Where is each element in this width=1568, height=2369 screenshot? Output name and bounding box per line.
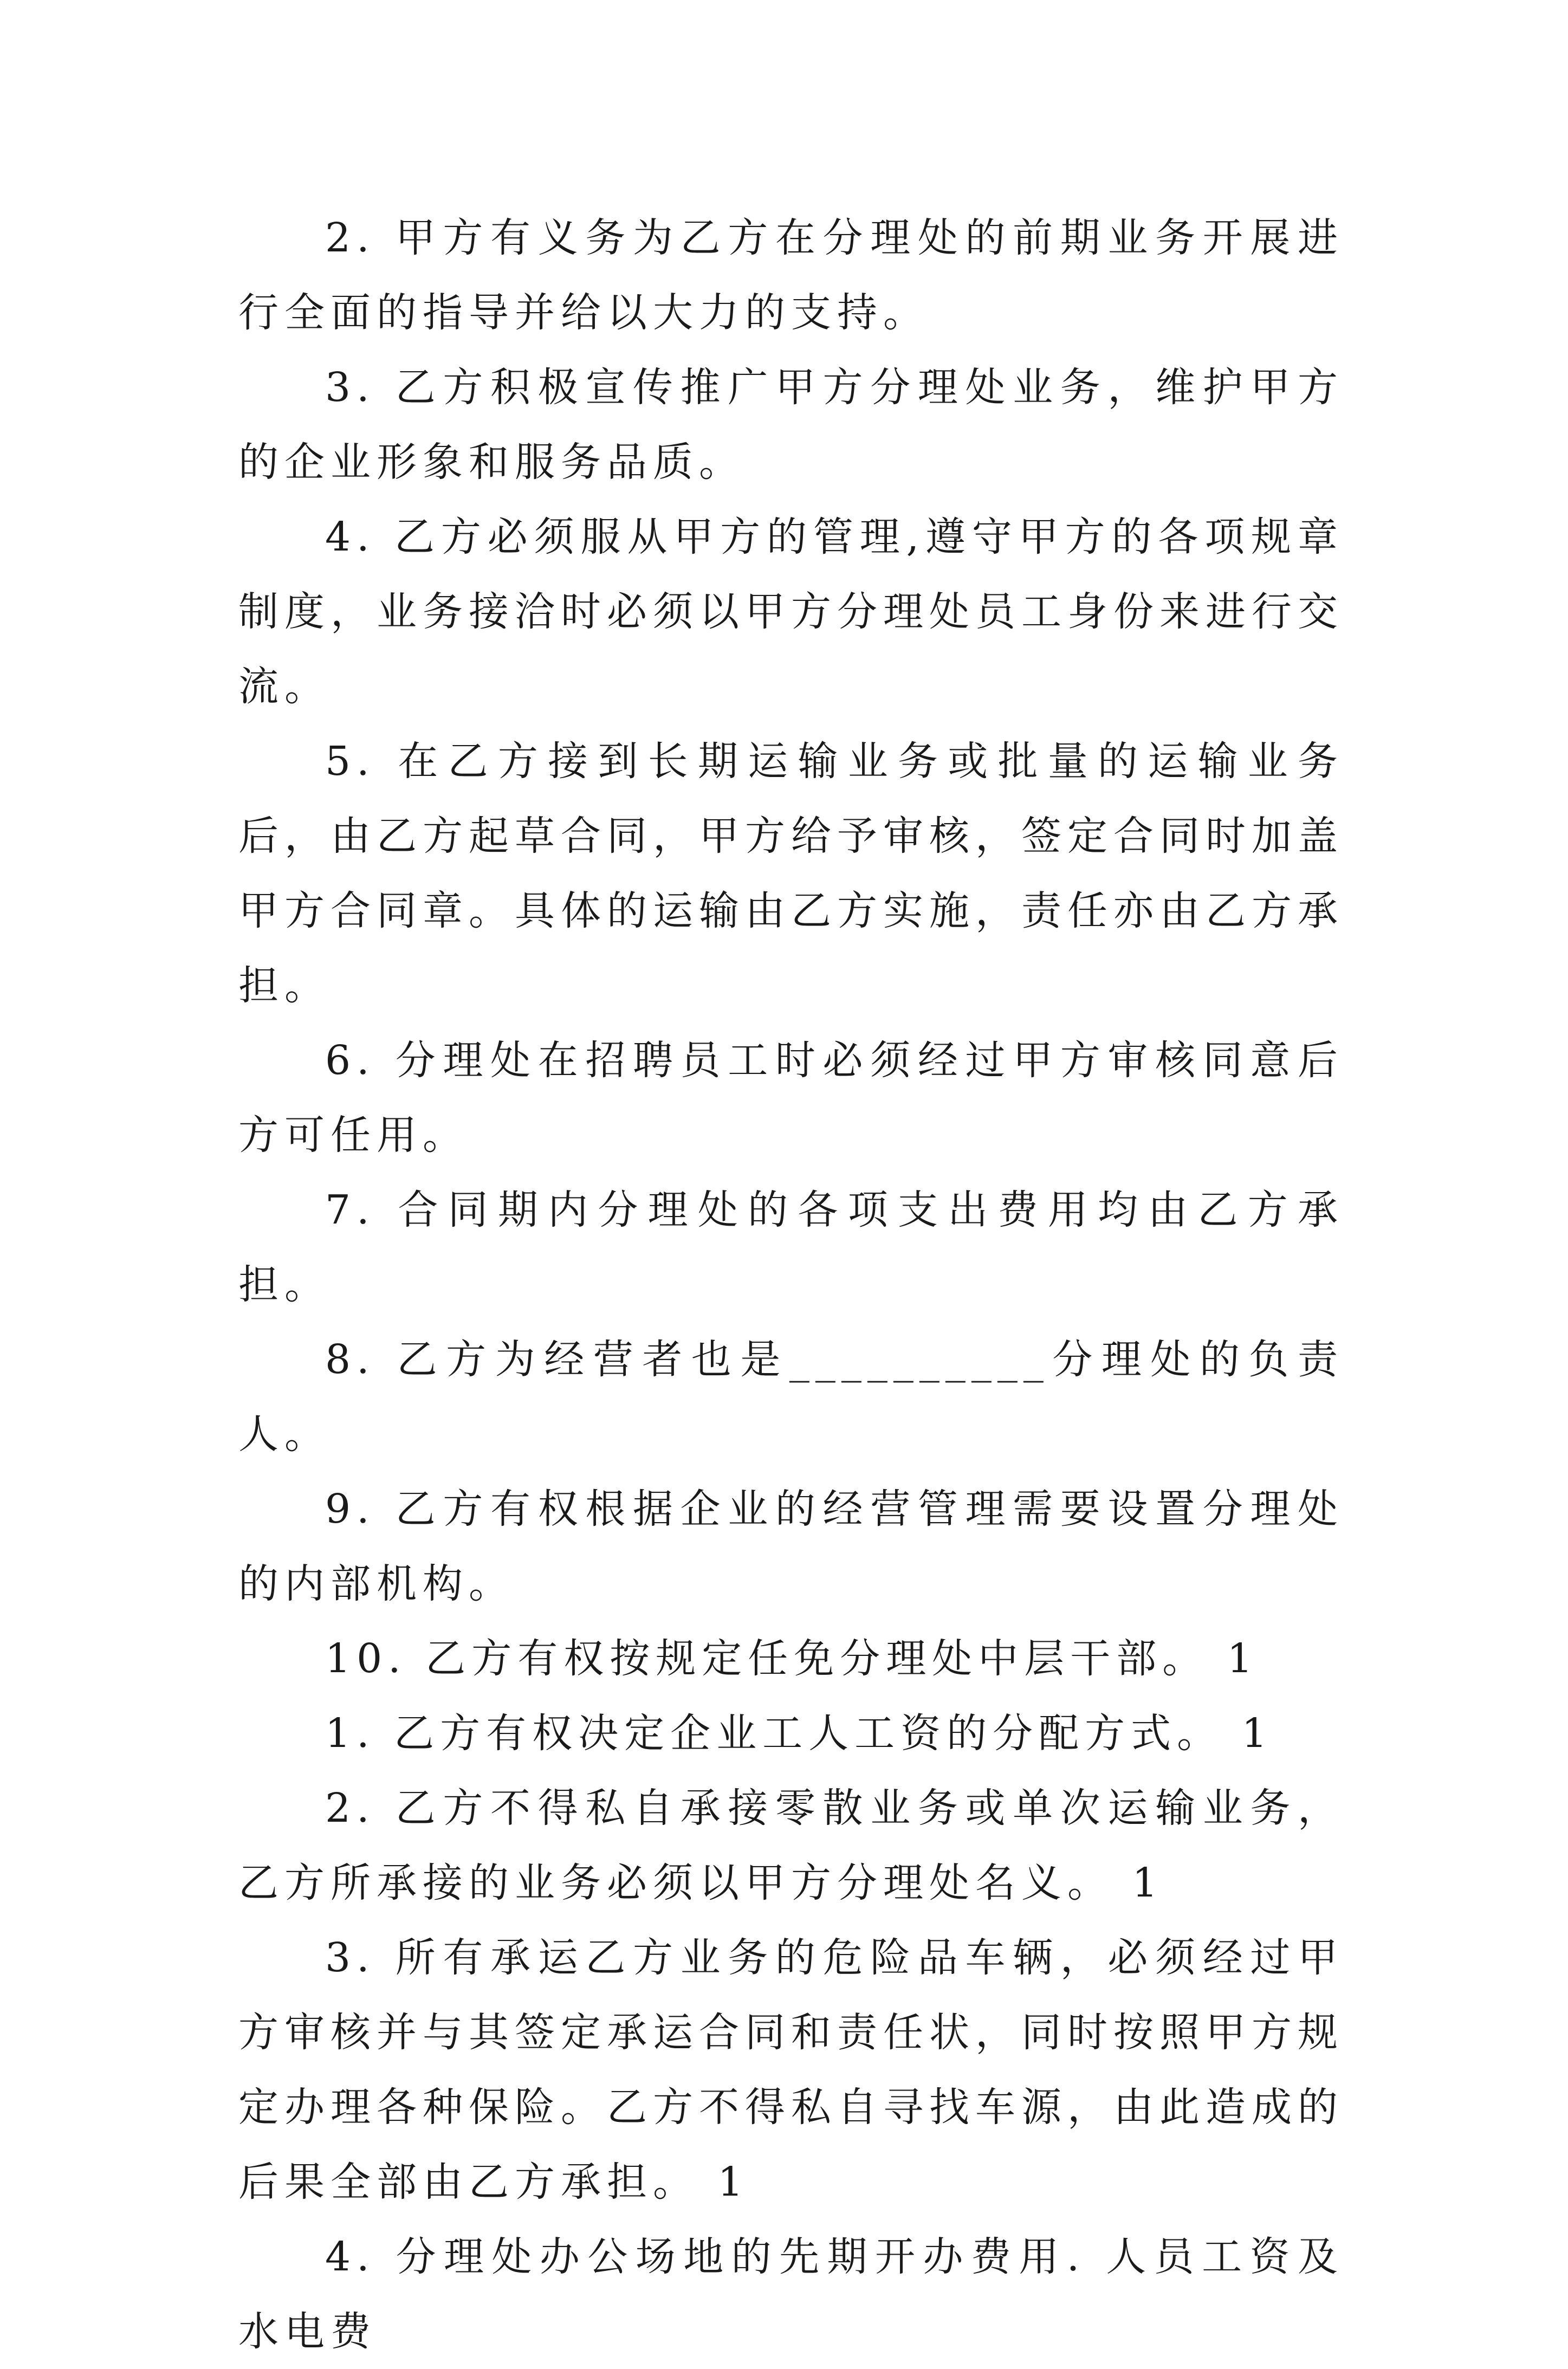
paragraph: 4. 分理处办公场地的先期开办费用. 人员工资及水电费 — [238, 2234, 1344, 2355]
paragraph: 7. 合同期内分理处的各项支出费用均由乙方承担。 — [238, 1187, 1344, 1308]
paragraph: 8. 乙方为经营者也是__________分理处的负责人。 — [238, 1336, 1344, 1458]
document-body — [238, 200, 1344, 2369]
paragraph: 2. 乙方不得私自承接零散业务或单次运输业务，乙方所承接的业务必须以甲方分理处名义。 1 — [238, 1785, 1344, 1906]
paragraph: 9. 乙方有权根据企业的经营管理需要设置分理处的内部机构。 — [238, 1486, 1344, 1607]
paragraph: 3. 乙方积极宣传推广甲方分理处业务，维护甲方的企业形象和服务品质。 — [238, 364, 1344, 486]
paragraph: 3. 所有承运乙方业务的危险品车辆，必须经过甲方审核并与其签定承运合同和责任状，同时按照甲方规定办理各种保险。乙方不得私自寻找车源，由此造成的后果全部由乙方承担。 1 — [238, 1934, 1344, 2205]
paragraph: 6. 分理处在招聘员工时必须经过甲方审核同意后方可任用。 — [238, 1037, 1344, 1158]
paragraph: 5. 在乙方接到长期运输业务或批量的运输业务后，由乙方起草合同，甲方给予审核，签定合同时加盖甲方合同章。具体的运输由乙方实施，责任亦由乙方承担。 — [238, 738, 1344, 1009]
paragraph: 2. 甲方有义务为乙方在分理处的前期业务开展进行全面的指导并给以大力的支持。 — [238, 215, 1344, 336]
paragraph: 10. 乙方有权按规定任免分理处中层干部。 1 — [325, 1635, 1259, 1682]
paragraph: 4. 乙方必须服从甲方的管理,遵守甲方的各项规章制度，业务接洽时必须以甲方分理处员工身份来进行交流。 — [238, 514, 1344, 710]
paragraph: 1. 乙方有权决定企业工人工资的分配方式。 1 — [325, 1710, 1273, 1757]
